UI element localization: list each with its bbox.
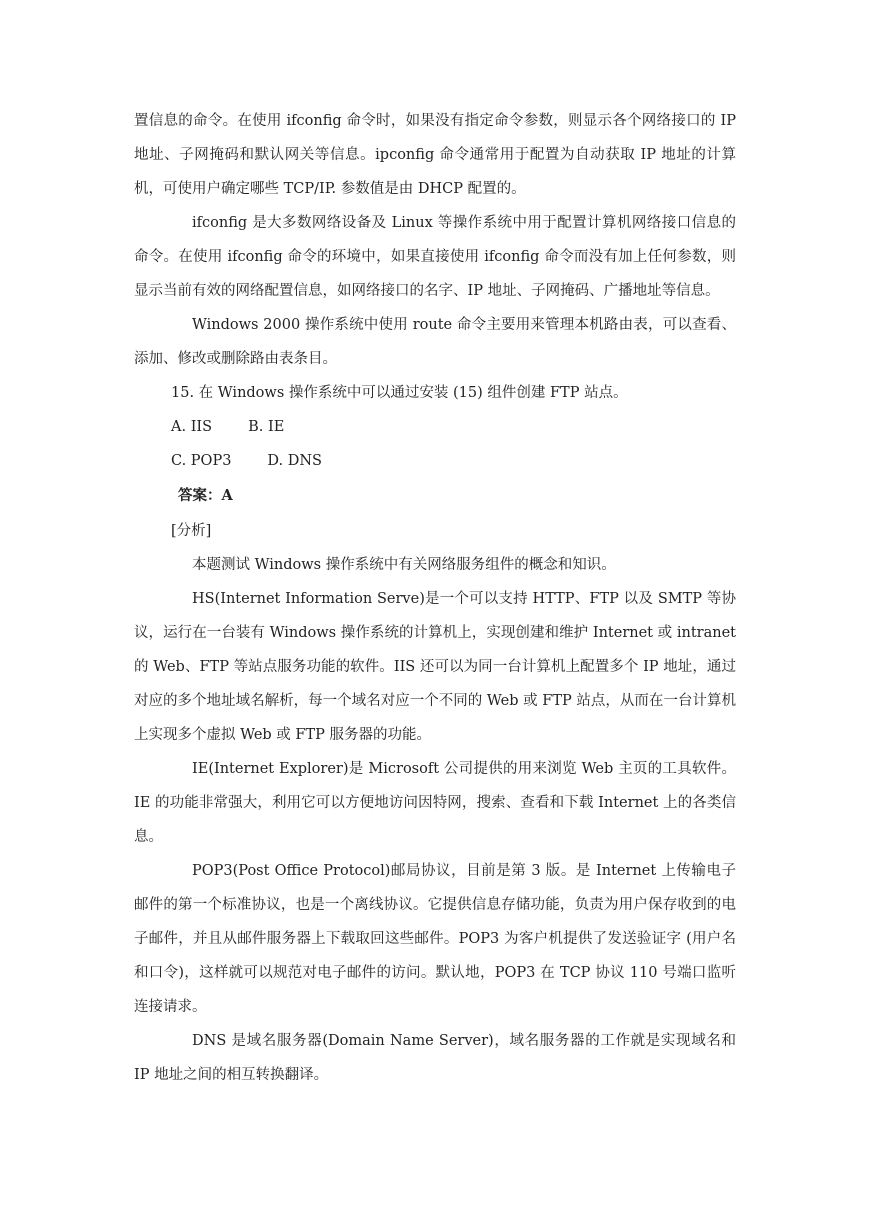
option-a: A. IIS [171, 419, 213, 435]
paragraph-route: Windows 2000 操作系统中使用 route 命令主要用来管理本机路由表，可以查看、添加、修改或删除路由表条目。 [134, 317, 736, 367]
paragraph-ie: IE(Internet Explorer)是 Microsoft 公司提供的用来浏览 Web 主页的工具软件。IE 的功能非常强大，利用它可以方便地访问因特网，搜索、查看和下载 Internet 上的各类信息。 [134, 761, 736, 845]
paragraph-ipconfig-continued: 置信息的命令。在使用 ifconfig 命令时，如果没有指定命令参数，则显示各个网络接口的 IP 地址、子网掩码和默认网关等信息。ipconfig 命令通常用于配置为自动获取 IP 地址的计算机，可使用户确定哪些 TCP/IP. 参数值是由 DHCP 配置的。 [134, 113, 736, 197]
document-body [134, 104, 736, 1092]
paragraph-dns: DNS 是域名服务器(Domain Name Server)，域名服务器的工作就是实现域名和 IP 地址之间的相互转换翻译。 [134, 1033, 736, 1083]
options-row-2 [134, 444, 736, 478]
paragraph-ifconfig: ifconfig 是大多数网络设备及 Linux 等操作系统中用于配置计算机网络接口信息的命令。在使用 ifconfig 命令的环境中，如果直接使用 ifconfig 命令而没有加上任何参数，则显示当前有效的网络配置信息，如网络接口的名字、IP 地址、子网掩码、广播地址等信息。 [134, 215, 736, 299]
option-b: B. IE [248, 419, 285, 435]
paragraph-intro: 本题测试 Windows 操作系统中有关网络服务组件的概念和知识。 [192, 557, 616, 573]
paragraph-iis: HS(Internet Information Serve)是一个可以支持 HTTP、FTP 以及 SMTP 等协议，运行在一台装有 Windows 操作系统的计算机上，实现创建和维护 Internet 或 intranet 的 Web、FTP 等站点服务功能的软件。IIS 还可以为同一台计算机上配置多个 IP 地址，通过对应的多个地址域名解析，每一个域名对应一个不同的 Web 或 FTP 站点，从而在一台计算机上实现多个虚拟 Web 或 FTP 服务器的功能。 [134, 591, 736, 743]
option-d: D. DNS [267, 453, 322, 469]
analysis-label: [分析] [171, 523, 212, 539]
options-row-1 [134, 410, 736, 444]
answer: 答案：A [178, 487, 233, 504]
question-stem: 15. 在 Windows 操作系统中可以通过安装 (15) 组件创建 FTP 站点。 [171, 385, 628, 401]
option-c: C. POP3 [171, 453, 232, 469]
paragraph-pop3: POP3(Post Office Protocol)邮局协议，目前是第 3 版。是 Internet 上传输电子邮件的第一个标准协议，也是一个离线协议。它提供信息存储功能，负责为用户保存收到的电子邮件，并且从邮件服务器上下载取回这些邮件。POP3 为客户机提供了发送验证字 (用户名和口令)，这样就可以规范对电子邮件的访问。默认地，POP3 在 TCP 协议 110 号端口监听连接请求。 [134, 863, 736, 1015]
